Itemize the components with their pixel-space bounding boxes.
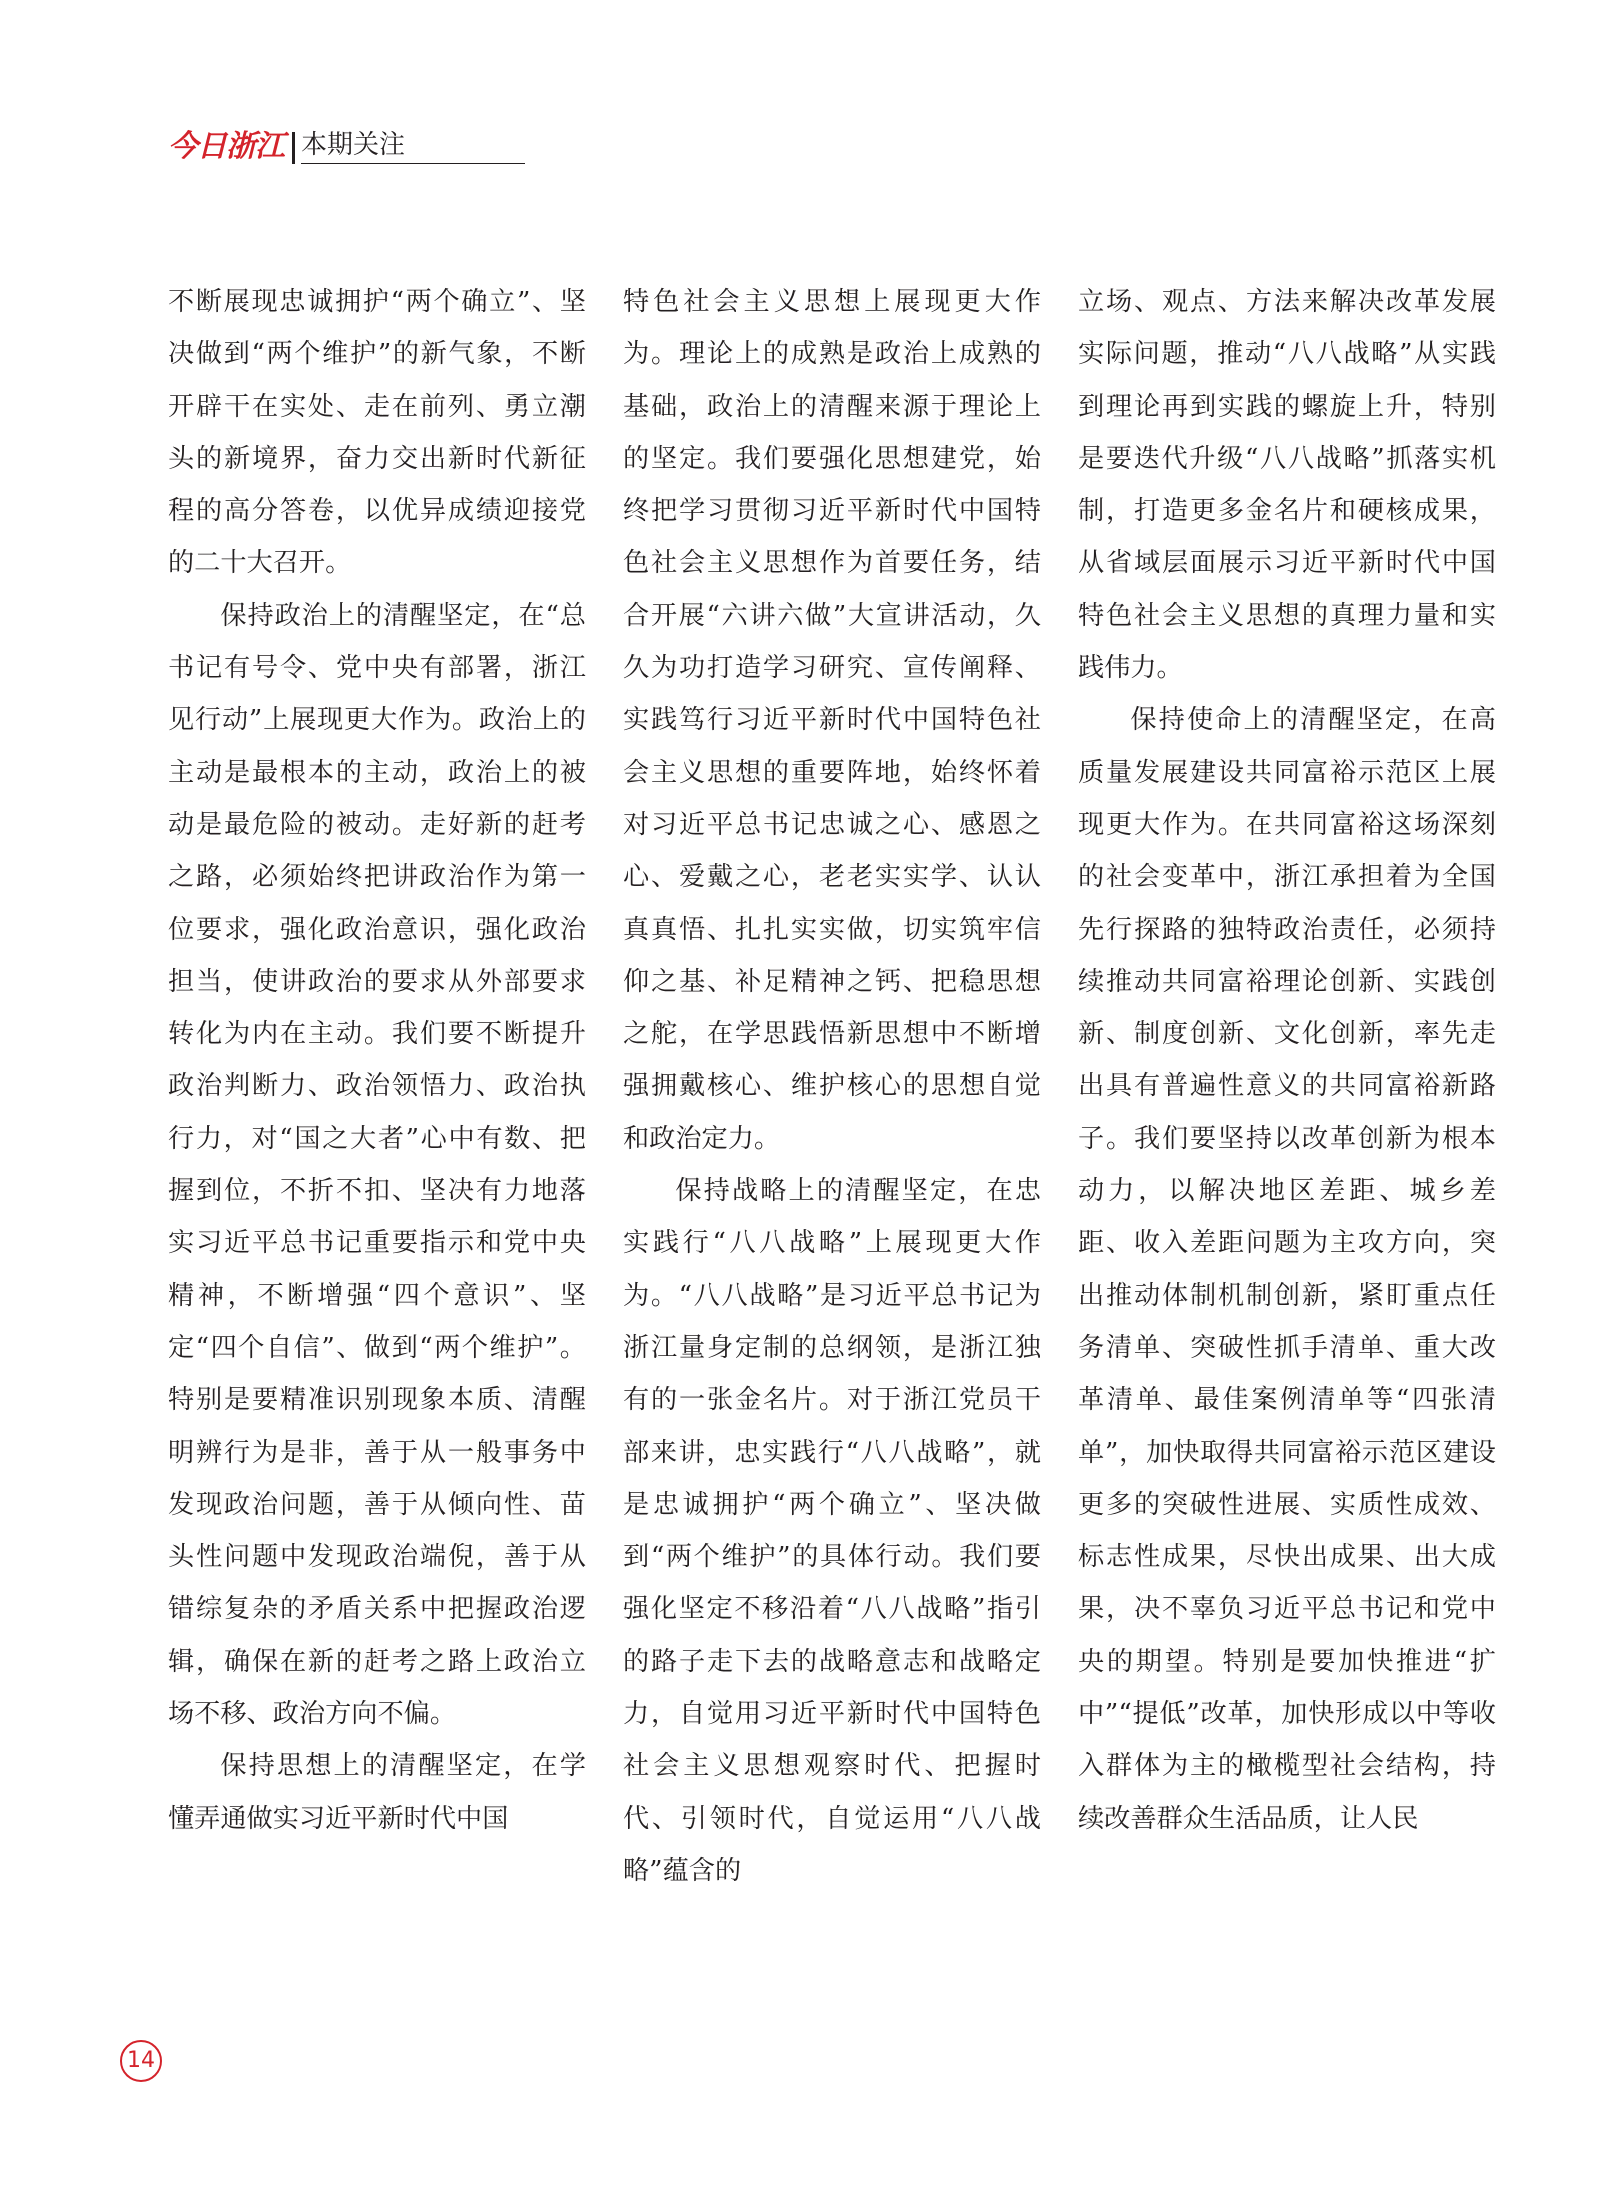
page-header — [168, 124, 525, 164]
column-1 — [168, 276, 586, 1897]
paragraph: 立场、观点、方法来解决改革发展实际问题，推动“八八战略”从实践到理论再到实践的螺旋上升，特别是要迭代升级“八八战略”抓落实机制，打造更多金名片和硬核成果，从省域层面展示习近平新时代中国特色社会主义思想的真理力量和实践伟力。 — [1078, 287, 1496, 684]
article-body — [168, 276, 1496, 1897]
paragraph: 保持思想上的清醒坚定，在学懂弄通做实习近平新时代中国 — [168, 1751, 586, 1834]
magazine-logo: 今日浙江 — [168, 129, 284, 164]
paragraph: 保持战略上的清醒坚定，在忠实践行“八八战略”上展现更大作为。“八八战略”是习近平总书记为浙江量身定制的总纲领，是浙江独有的一张金名片。对于浙江党员干部来讲，忠实践行“八八战略”，就是忠诚拥护“两个确立”、坚决做到“两个维护”的具体行动。我们要强化坚定不移沿着“八八战略”指引的路子走下去的战略意志和战略定力，自觉用习近平新时代中国特色社会主义思想观察时代、把握时代、引领时代，自觉运用“八八战略”蕴含的 — [623, 1176, 1041, 1886]
paragraph: 不断展现忠诚拥护“两个确立”、坚决做到“两个维护”的新气象，不断开辟干在实处、走在前列、勇立潮头的新境界，奋力交出新时代新征程的高分答卷，以优异成绩迎接党的二十大召开。 — [168, 287, 586, 579]
column-2 — [623, 276, 1041, 1897]
paragraph: 保持政治上的清醒坚定，在“总书记有号令、党中央有部署，浙江见行动”上展现更大作为。政治上的主动是最根本的主动，政治上的被动是最危险的被动。走好新的赶考之路，必须始终把讲政治作为第一位要求，强化政治意识，强化政治担当，使讲政治的要求从外部要求转化为内在主动。我们要不断提升政治判断力、政治领悟力、政治执行力，对“国之大者”心中有数、把握到位，不折不扣、坚决有力地落实习近平总书记重要指示和党中央精神，不断增强“四个意识”、坚定“四个自信”、做到“两个维护”。特别是要精准识别现象本质、清醒明辨行为是非，善于从一般事务中发现政治问题，善于从倾向性、苗头性问题中发现政治端倪，善于从错综复杂的矛盾关系中把握政治逻辑，确保在新的赶考之路上政治立场不移、政治方向不偏。 — [168, 600, 586, 1730]
header-divider — [292, 132, 295, 164]
column-3 — [1078, 276, 1496, 1897]
paragraph: 保持使命上的清醒坚定，在高质量发展建设共同富裕示范区上展现更大作为。在共同富裕这场深刻的社会变革中，浙江承担着为全国先行探路的独特政治责任，必须持续推动共同富裕理论创新、实践创新、制度创新、文化创新，率先走出具有普遍性意义的共同富裕新路子。我们要坚持以改革创新为根本动力，以解决地区差距、城乡差距、收入差距问题为主攻方向，突出推动体制机制创新，紧盯重点任务清单、突破性抓手清单、重大改革清单、最佳案例清单等“四张清单”，加快取得共同富裕示范区建设更多的突破性进展、实质性成效、标志性成果，尽快出成果、出大成果，决不辜负习近平总书记和党中央的期望。特别是要加快推进“扩中”“提低”改革，加快形成以中等收入群体为主的橄榄型社会结构，持续改善群众生活品质，让人民 — [1078, 705, 1496, 1834]
paragraph: 特色社会主义思想上展现更大作为。理论上的成熟是政治上成熟的基础，政治上的清醒来源于理论上的坚定。我们要强化思想建党，始终把学习贯彻习近平新时代中国特色社会主义思想作为首要任务，结合开展“六讲六做”大宣讲活动，久久为功打造学习研究、宣传阐释、实践笃行习近平新时代中国特色社会主义思想的重要阵地，始终怀着对习近平总书记忠诚之心、感恩之心、爱戴之心，老老实实学、认认真真悟、扎扎实实做，切实筑牢信仰之基、补足精神之钙、把稳思想之舵，在学思践悟新思想中不断增强拥戴核心、维护核心的思想自觉和政治定力。 — [623, 287, 1041, 1154]
section-title: 本期关注 — [301, 129, 525, 164]
page-number: 14 — [120, 2040, 162, 2082]
